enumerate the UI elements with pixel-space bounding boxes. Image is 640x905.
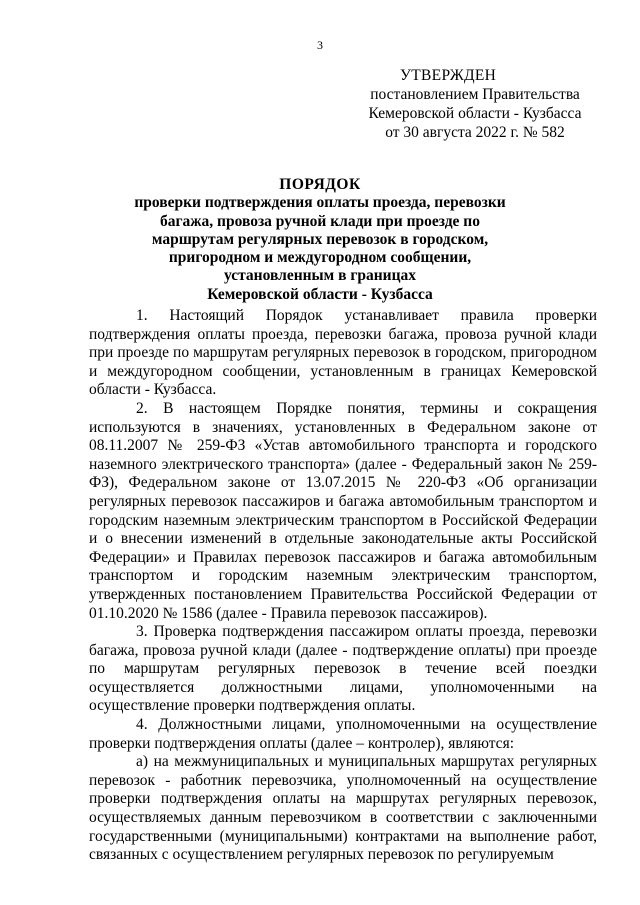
approval-line: постановлением Правительства	[370, 86, 580, 103]
page-number: 3	[317, 38, 323, 52]
document-heading	[120, 176, 520, 304]
document-title: ПОРЯДОК	[279, 176, 361, 193]
paragraph: 4. Должностными лицами, уполномоченными на осуществление проверки подтверждения оплаты (далее – контролер), являются:	[89, 716, 597, 752]
approval-block	[340, 66, 610, 142]
document-subtitle-line: багажа, провоза ручной клади при проезде по	[160, 212, 480, 230]
document-body	[89, 307, 597, 865]
paragraph: 1. Настоящий Порядок устанавливает правила проверки подтверждения оплаты проезда, перевозки багажа, провоза ручной клади при проезде по маршрутам регулярных перевозок в городском, пригородном и междугородном сообщении, установленным в границах Кемеровской области - Кузбасса.	[89, 307, 597, 399]
document-subtitle-line: маршрутам регулярных перевозок в городском,	[151, 230, 489, 248]
document-subtitle-line: пригородном и междугородном сообщении,	[168, 249, 472, 267]
paragraph: 3. Проверка подтверждения пассажиром оплаты проезда, перевозки багажа, провоза ручной клади (далее - подтверждение оплаты) при проезде по маршрутам регулярных перевозок в течение всей поездки осуществляется должностными лицами, уполномоченными на осуществление проверки подтверждения оплаты.	[89, 623, 597, 715]
document-subtitle-line: установленным в границах	[223, 267, 417, 285]
paragraph: 2. В настоящем Порядке понятия, термины и сокращения используются в значениях, установленных в Федеральном законе от 08.11.2007 № 259-ФЗ «Устав автомобильного транспорта и городского наземного электрического транспорта» (далее - Федеральный закон № 259-ФЗ), Федеральном законе от 13.07.2015 № 220-ФЗ «Об организации регулярных перевозок пассажиров и багажа автомобильным транспортом и городским наземным электрическим транспортом в Российской Федерации и о внесении изменений в отдельные законодательные акты Российской Федерации» и Правилах перевозок пассажиров и багажа автомобильным транспортом и городским наземным электрическим транспортом, утвержденных постановлением Правительства Российской Федерации от 01.10.2020 № 1586 (далее - Правила перевозок пассажиров).	[89, 399, 597, 622]
document-subtitle-line: Кемеровской области - Кузбасса	[207, 285, 433, 303]
approval-title: УТВЕРЖДЕН	[400, 67, 497, 84]
approval-line: Кемеровской области - Кузбасса	[368, 105, 582, 122]
paragraph: а) на межмуниципальных и муниципальных маршрутах регулярных перевозок - работник перевозчика, уполномоченный на осуществление проверки подтверждения оплаты на маршрутах регулярных перевозок, осуществляемых данным перевозчиком в соответствии с заключенными государственными (муниципальными) контрактами на выполнение работ, связанных с осуществлением регулярных перевозок по регулируемым	[89, 753, 597, 864]
document-subtitle-line: проверки подтверждения оплаты проезда, перевозки	[134, 194, 506, 212]
approval-line: от 30 августа 2022 г. № 582	[385, 124, 565, 141]
